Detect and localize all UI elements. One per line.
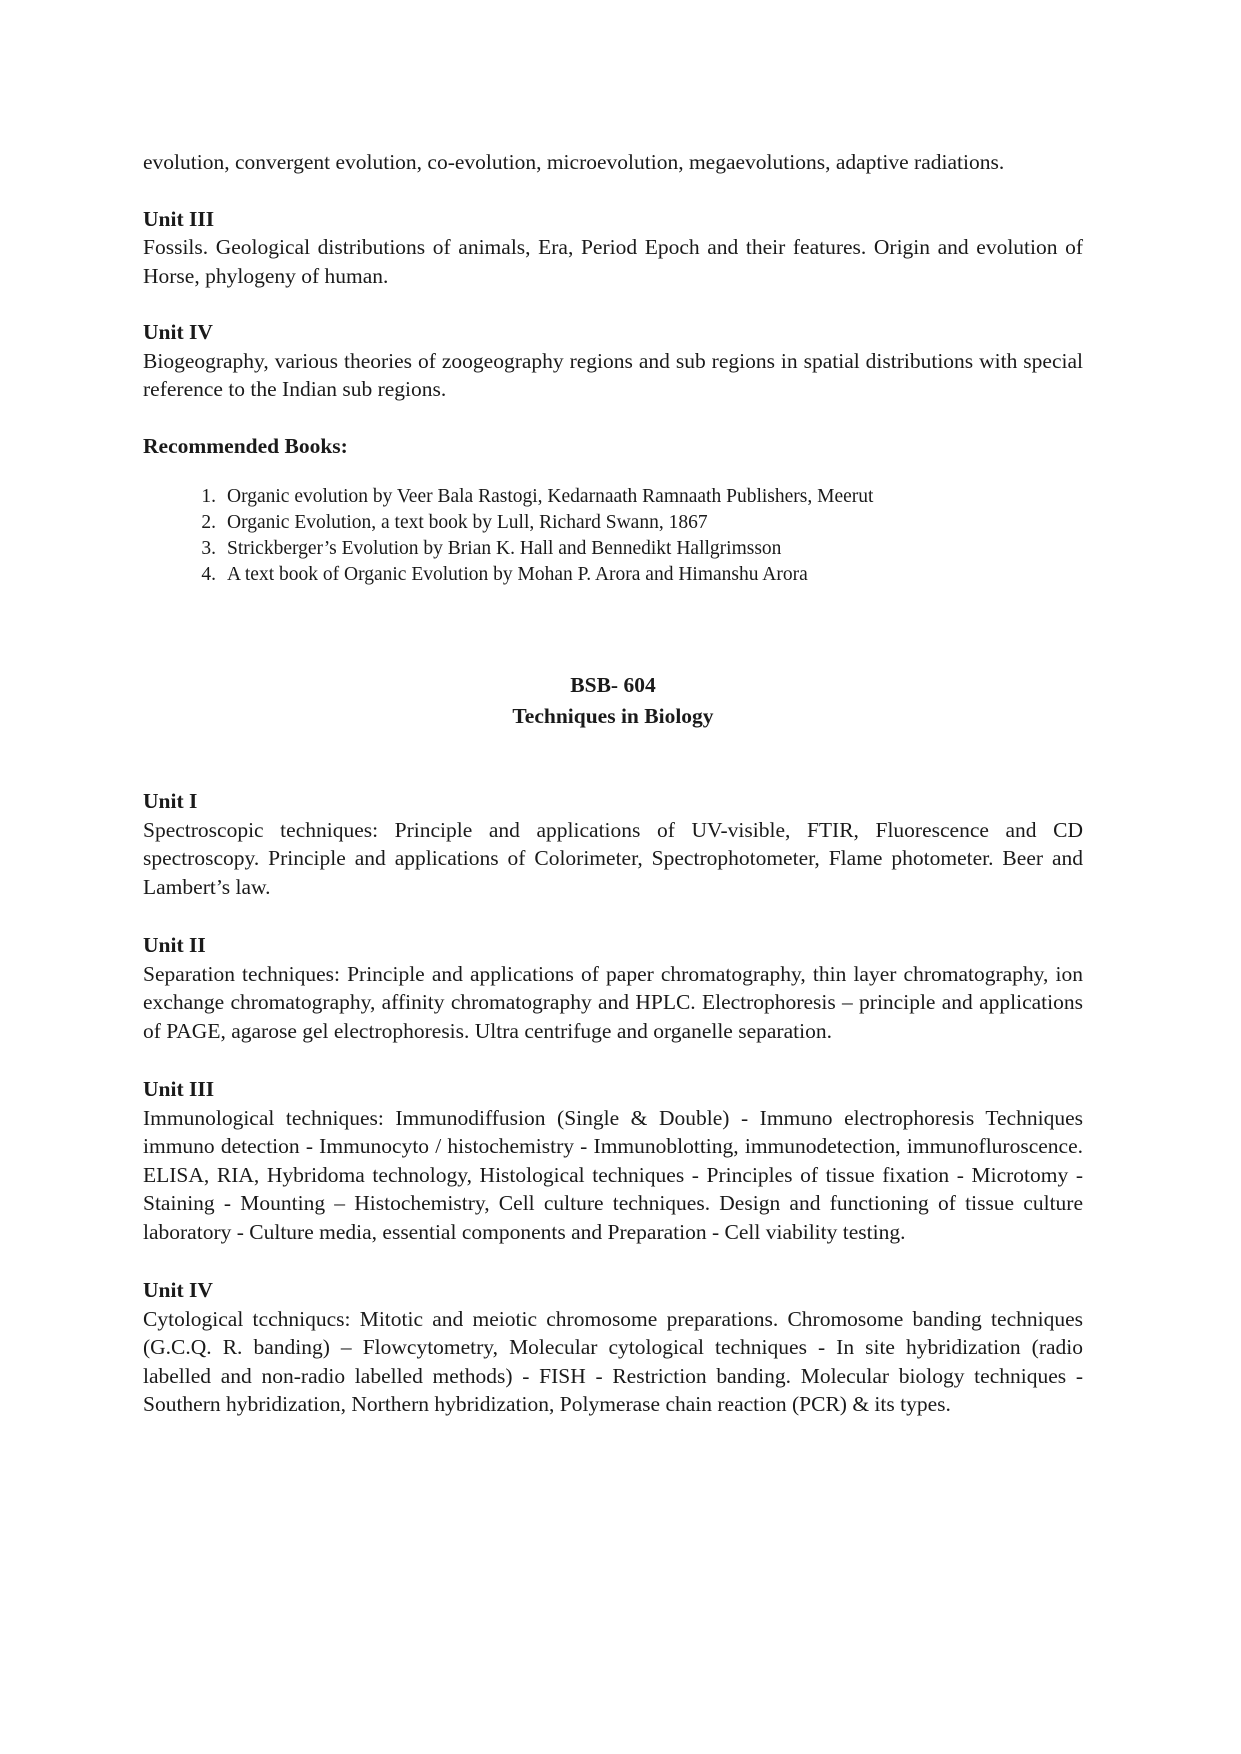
list-item [143, 536, 1083, 562]
unit-heading: Unit II [143, 933, 206, 957]
unit-text: Spectroscopic techniques: Principle and applications of UV-visible, FTIR, Fluorescence and CD spectroscopy. Principle and applications of Colorimeter, Spectrophotometer, Flame photometer. Beer and Lambert’s law. [143, 817, 1083, 899]
prev-unit-3 [143, 205, 1083, 291]
list-item [143, 562, 1083, 588]
unit-2 [143, 931, 1083, 1045]
unit-text: Cytological tcchniqucs: Mitotic and meiotic chromosome preparations. Chromosome banding techniques (G.C.Q. R. banding) – Flowcytometry, Molecular cytological techniques - In site hybridization (radio labelled and non-radio labelled methods) - FISH - Restriction banding. Molecular biology techniques - Southern hybridization, Northern hybridization, Polymerase chain reaction (PCR) & its types. [143, 1306, 1083, 1416]
books-list [143, 484, 1083, 588]
course-code: BSB- 604 [570, 673, 656, 697]
list-number: 1. [201, 486, 216, 507]
course-title: Techniques in Biology [512, 704, 714, 728]
intro-paragraph: evolution, convergent evolution, co-evolution, microevolution, megaevolutions, adaptive radiations. [143, 150, 1005, 174]
unit-heading: Unit I [143, 789, 198, 813]
unit-4 [143, 1276, 1083, 1419]
unit-1 [143, 787, 1083, 901]
list-number: 4. [201, 564, 216, 585]
unit-heading: Unit IV [143, 320, 213, 344]
unit-heading: Unit III [143, 1077, 215, 1101]
unit-heading: Unit IV [143, 1278, 213, 1302]
unit-text: Fossils. Geological distributions of animals, Era, Period Epoch and their features. Origin and evolution of Horse, phylogeny of human. [143, 235, 1083, 288]
document-page [143, 148, 1083, 1419]
list-text: Organic evolution by Veer Bala Rastogi, Kedarnaath Ramnaath Publishers, Meerut [227, 486, 874, 507]
list-number: 2. [201, 512, 216, 533]
unit-text: Separation techniques: Principle and applications of paper chromatography, thin layer chromatography, ion exchange chromatography, affinity chromatography and HPLC. Electrophoresis – principle and applications of PAGE, agarose gel electrophoresis. Ultra centrifuge and organelle separation. [143, 961, 1083, 1043]
list-number: 3. [201, 538, 216, 559]
list-text: Strickberger’s Evolution by Brian K. Hall and Bennedikt Hallgrimsson [227, 538, 782, 559]
books-heading: Recommended Books: [143, 433, 348, 458]
list-item [143, 484, 1083, 510]
unit-text: Immunological techniques: Immunodiffusion (Single & Double) - Immuno electrophoresis Techniques immuno detection - Immunocyto / histochemistry - Immunoblotting, immunodetection, immunofluroscence. ELISA, RIA, Hybridoma technology, Histological techniques - Principles of tissue fixation - Microtomy - Staining - Mounting – Histochemistry, Cell culture techniques. Design and functioning of tissue culture laboratory - Culture media, essential components and Preparation - Cell viability testing. [143, 1105, 1083, 1244]
course-header [143, 670, 1083, 732]
list-text: Organic Evolution, a text book by Lull, Richard Swann, 1867 [227, 512, 708, 533]
prev-unit-4 [143, 318, 1083, 404]
unit-heading: Unit III [143, 206, 215, 231]
list-item [143, 510, 1083, 536]
recommended-books [143, 432, 1083, 589]
list-text: A text book of Organic Evolution by Mohan P. Arora and Himanshu Arora [227, 564, 808, 585]
unit-3 [143, 1075, 1083, 1246]
unit-text: Biogeography, various theories of zoogeography regions and sub regions in spatial distributions with special reference to the Indian sub regions. [143, 348, 1083, 401]
